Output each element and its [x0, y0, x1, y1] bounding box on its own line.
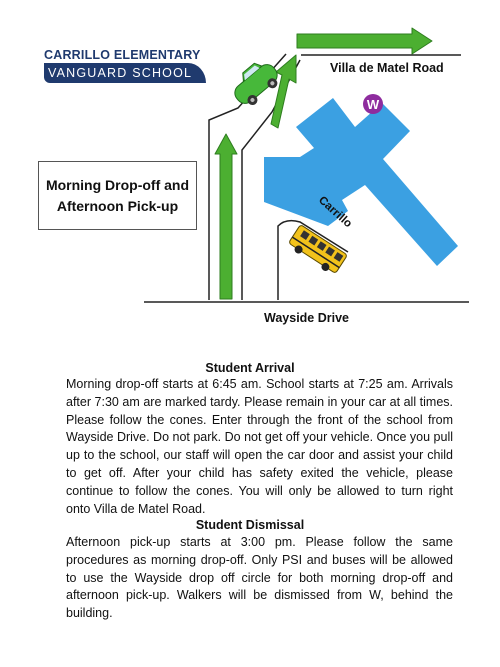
- wayside-drive-label: Wayside Drive: [264, 311, 349, 325]
- map-title-box: [38, 161, 197, 230]
- dismissal-heading: Student Dismissal: [195, 518, 305, 532]
- right-arrow-top: [297, 28, 432, 54]
- arrival-heading: Student Arrival: [205, 361, 295, 375]
- up-arrow-left: [215, 134, 237, 299]
- walkers-exit-letter: W: [366, 97, 380, 112]
- arrival-text: Morning drop-off starts at 6:45 am. School starts at 7:25 am. Arrivals after 7:30 am are marked tardy. Please remain in your car at all times. Please follow the cones. Enter through the front of the school from Wayside Drive. Do not park. Do not get off your vehicle. Once you pull up to the school, our staff will open the car door and assist your child to get off. After your child has safety exited the vehicle, please continue to follow the cones. You will only be allowed to turn right onto Villa de Matel Road.: [66, 377, 453, 516]
- building-label: Carrillo: [315, 194, 354, 231]
- map-title: Morning Drop-off and Afternoon Pick-up: [45, 176, 190, 214]
- dismissal-text: Afternoon pick-up starts at 3:00 pm. Please follow the same procedures as morning drop-off. Only PSI and buses will be allowed to use the Wayside drop off circle for both morning drop-off and afternoon pick-up. Walkers will be dismissed from W, behind the building.: [66, 535, 453, 621]
- villa-de-matel-road-label: Villa de Matel Road: [330, 61, 444, 75]
- logo-school-name: CARRILLO ELEMENTARY: [44, 48, 201, 62]
- school-logo: [44, 48, 206, 96]
- logo-vanguard-band: VANGUARD SCHOOL: [44, 63, 206, 83]
